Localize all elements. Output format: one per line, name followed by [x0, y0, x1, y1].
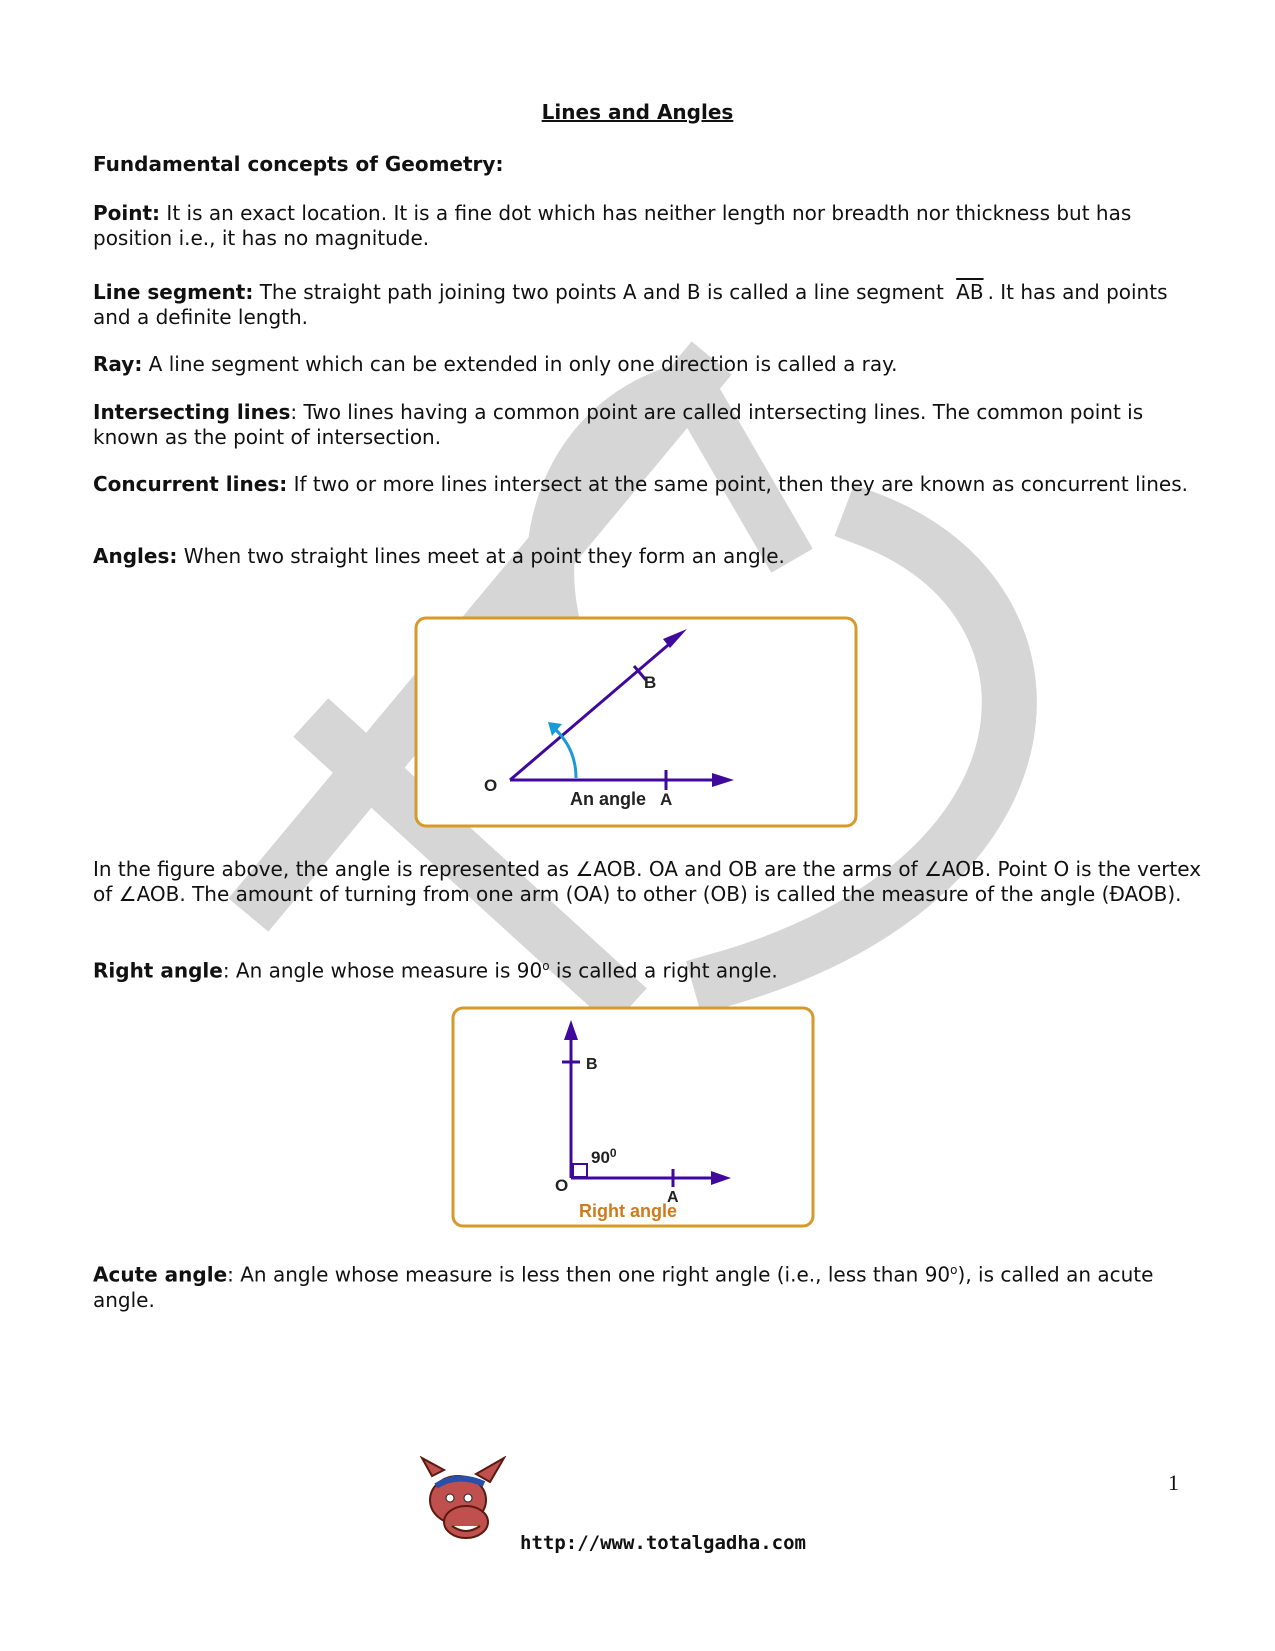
- definition-angles: Angles: When two straight lines meet at a point they form an angle.: [93, 544, 785, 568]
- label-a: A: [667, 1189, 679, 1206]
- definition-concurrent-lines: Concurrent lines: If two or more lines intersect at the same point, then they are known as concurrent lines.: [93, 472, 1188, 496]
- term-acute-angle: Acute angle: [93, 1262, 228, 1287]
- footer-url: http://www.totalgadha.com: [520, 1532, 806, 1554]
- segment-symbol: $\overline{AB}$: [956, 280, 984, 304]
- angle-label: $90^0$: [591, 1146, 617, 1167]
- term-ray: Ray:: [93, 352, 143, 376]
- figure-caption: An angle: [570, 789, 647, 809]
- definition-acute-angle: Acute angle: An angle whose measure is less then one right angle (i.e., less than 90$^o$), is called an acute angle.: [93, 1262, 1154, 1312]
- definition-right-angle: Right angle: An angle whose measure is 90$^o$ is called a right angle.: [93, 958, 778, 983]
- definition-line-segment: Line segment: The straight path joining two points A and B is called a line segment $\overline{AB}$ . It has and points and a definite length.: [93, 280, 1168, 329]
- donkey-mascot-icon: [414, 1456, 514, 1548]
- label-b: B: [644, 673, 657, 692]
- page-number: 1: [1168, 1470, 1179, 1495]
- label-o: O: [484, 776, 498, 795]
- page-title: Lines and Angles: [541, 100, 734, 124]
- term-line-segment: Line segment:: [93, 280, 254, 304]
- definition-intersecting-lines: Intersecting lines: Two lines having a common point are called intersecting lines. The common point is known as the point of intersection.: [93, 400, 1144, 449]
- right-angle-figure: [451, 1006, 817, 1230]
- section-heading: Fundamental concepts of Geometry:: [93, 152, 504, 176]
- term-right-angle: Right angle: [93, 958, 223, 983]
- label-b: B: [586, 1056, 598, 1073]
- label-o: O: [555, 1176, 569, 1195]
- definition-point: Point: It is an exact location. It is a fine dot which has neither length nor breadth nor thickness but has position i.e., it has no magnitude.: [93, 201, 1132, 250]
- term-angles: Angles:: [93, 544, 178, 568]
- term-point: Point:: [93, 201, 161, 225]
- definition-ray: Ray: A line segment which can be extended in only one direction is called a ray.: [93, 352, 898, 376]
- term-concurrent-lines: Concurrent lines:: [93, 472, 288, 496]
- figure-explanation: In the figure above, the angle is represented as ∠AOB. OA and OB are the arms of ∠AOB. Point O is the vertex of ∠AOB. The amount of turning from one arm (OA) to other (OB) is called the measure of the angle (ÐAOB).: [93, 857, 1202, 906]
- term-intersecting-lines: Intersecting lines: [93, 400, 291, 424]
- angle-figure: [414, 616, 860, 830]
- figure-frame: [453, 1008, 813, 1226]
- label-a: A: [660, 790, 673, 809]
- figure-caption: Right angle: [579, 1201, 677, 1221]
